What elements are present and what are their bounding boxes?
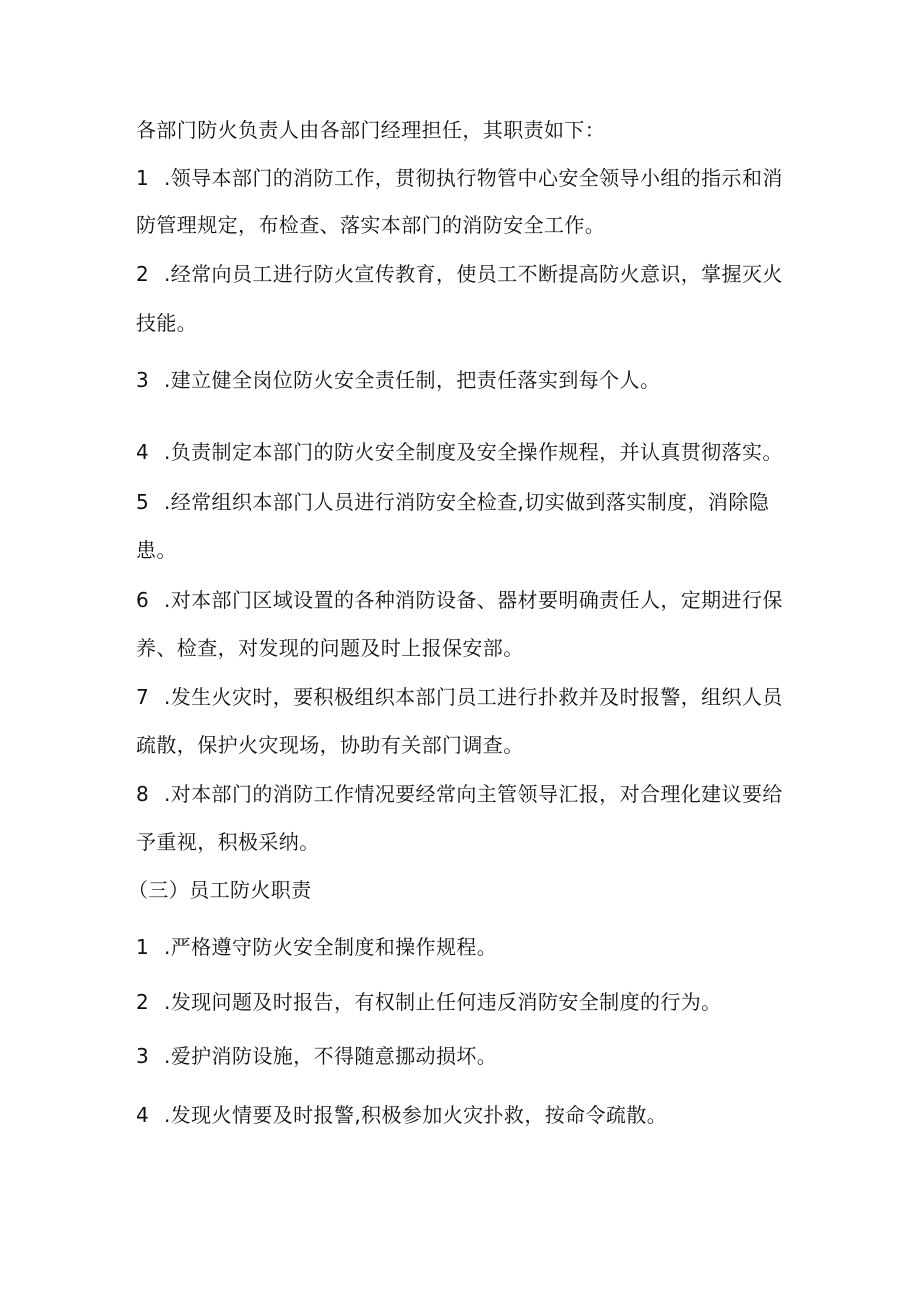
item-number: 2 [136, 990, 150, 1014]
item-text: .对本部门的消防工作情况要经常向主管领导汇报，对合理化建议要给 [164, 782, 783, 806]
dept-item-6-line-2: 养、检查，对发现的问题及时上报保安部。 [136, 636, 524, 660]
item-number: 6 [136, 588, 150, 612]
dept-item-5-line-2: 患。 [136, 538, 177, 562]
staff-item-1-line-1 [136, 933, 796, 961]
item-text: .经常向员工进行防火宣传教育，使员工不断提高防火意识，掌握灭火 [164, 262, 783, 286]
dept-item-6-line-1 [136, 586, 796, 614]
item-number: 7 [136, 685, 150, 709]
item-text: .领导本部门的消防工作，贯彻执行物管中心安全领导小组的指示和消 [164, 166, 783, 190]
item-text: .严格遵守防火安全制度和操作规程。 [164, 935, 498, 959]
section-heading: （三）员工防火职责 [128, 878, 312, 902]
dept-item-2-line-1 [136, 260, 796, 288]
staff-item-2-line-1 [136, 988, 796, 1016]
dept-item-5-line-1 [136, 488, 796, 516]
staff-item-3-line-1 [136, 1042, 796, 1070]
item-text: .发现问题及时报告，有权制止任何违反消防安全制度的行为。 [164, 990, 722, 1014]
item-number: 2 [136, 262, 150, 286]
dept-item-2-line-2: 技能。 [136, 311, 198, 335]
item-number: 8 [136, 782, 150, 806]
dept-item-1-line-2: 防管理规定，布检查、落实本部门的消防安全工作。 [136, 213, 606, 237]
item-text: .经常组织本部门人员进行消防安全检查,切实做到落实制度，消除隐 [164, 490, 770, 514]
item-text: .建立健全岗位防火安全责任制，把责任落实到每个人。 [164, 368, 661, 392]
dept-item-1-line-1 [136, 164, 796, 192]
item-number: 4 [136, 440, 150, 464]
dept-item-4-line-1 [136, 438, 796, 466]
item-text: .发现火情要及时报警,积极参加火灾扑救，按命令疏散。 [164, 1103, 668, 1127]
dept-item-7-line-2: 疏散，保护火灾现场，协助有关部门调查。 [136, 733, 524, 757]
item-number: 1 [136, 166, 150, 190]
dept-item-3-line-1 [136, 366, 796, 394]
item-text: .负责制定本部门的防火安全制度及安全操作规程，并认真贯彻落实。 [164, 440, 783, 464]
staff-item-4-line-1 [136, 1101, 796, 1129]
item-number: 5 [136, 490, 150, 514]
item-text: .爱护消防设施，不得随意挪动损坏。 [164, 1044, 498, 1068]
item-number: 4 [136, 1103, 150, 1127]
dept-item-8-line-2: 予重视，积极采纳。 [136, 830, 320, 854]
intro-text: 各部门防火负责人由各部门经理担任，其职责如下： [136, 118, 606, 142]
item-text: .对本部门区域设置的各种消防设备、器材要明确责任人，定期进行保 [164, 588, 783, 612]
item-number: 1 [136, 935, 150, 959]
dept-item-8-line-1 [136, 780, 796, 808]
item-text: .发生火灾时，要积极组织本部门员工进行扑救并及时报警，组织人员 [164, 685, 783, 709]
item-number: 3 [136, 1044, 150, 1068]
dept-item-7-line-1 [136, 683, 796, 711]
item-number: 3 [136, 368, 150, 392]
